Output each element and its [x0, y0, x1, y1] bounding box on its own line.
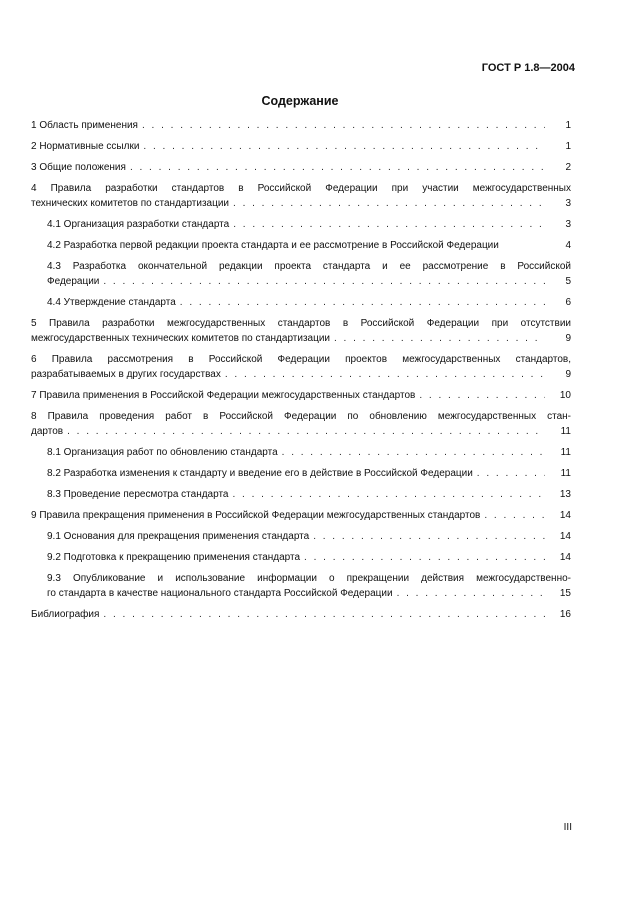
toc-entry[interactable] — [31, 160, 571, 175]
toc-leader-dots — [225, 367, 545, 382]
toc-entry[interactable] — [31, 217, 571, 232]
toc-entry-text: разрабатываемых в других государствах — [31, 369, 221, 380]
toc-entry-page: 13 — [559, 489, 571, 500]
toc-entry[interactable] — [31, 508, 571, 523]
toc-entry[interactable] — [31, 316, 571, 346]
toc-entry-page: 3 — [565, 219, 571, 230]
toc-entry-text: 4.1 Организация разработки стандарта — [47, 219, 230, 230]
toc-entry-text: 8.3 Проведение пересмотра стандарта — [47, 489, 229, 500]
toc-entry[interactable] — [31, 259, 571, 289]
toc-entry[interactable] — [31, 529, 571, 544]
toc-entry-text: 1 Область применения — [31, 120, 138, 131]
toc-entry[interactable] — [31, 238, 571, 253]
toc-entry-page: 10 — [559, 390, 571, 401]
toc-entry-text-line1: 6 Правила рассмотрения в Российской Федерации проектов межгосударственных стандартов, — [31, 354, 571, 365]
toc-leader-dots — [180, 295, 545, 310]
toc-entry-text: дартов — [31, 426, 64, 437]
toc-entry-page: 16 — [559, 609, 571, 620]
toc-entry[interactable] — [31, 550, 571, 565]
toc-entry-text-line1: 5 Правила разработки межгосударственных стандартов в Российской Федерации при отсутствии — [31, 318, 571, 329]
toc-entry-page: 14 — [559, 552, 571, 563]
toc-leader-dots — [67, 424, 545, 439]
toc-entry[interactable] — [31, 607, 571, 622]
toc-entry-text-line1: 9.3 Опубликование и использование информации о прекращении действия межгосударственно- — [47, 573, 571, 584]
toc-entry[interactable] — [31, 118, 571, 133]
toc-entry[interactable] — [31, 295, 571, 310]
toc-leader-dots — [103, 607, 545, 622]
toc-entry-text: Федерации — [47, 276, 100, 287]
toc-entry-text: Библиография — [31, 609, 100, 620]
toc-leader-dots — [233, 487, 546, 502]
toc-leader-dots — [130, 160, 545, 175]
document-code: ГОСТ Р 1.8—2004 — [481, 62, 575, 74]
toc-entry-page: 4 — [565, 240, 571, 251]
page-title: Содержание — [261, 94, 339, 108]
toc-leader-dots — [282, 445, 545, 460]
toc-leader-dots — [313, 529, 545, 544]
toc-entry-text: 9 Правила прекращения применения в Российской Федерации межгосударственных стандартов — [31, 510, 481, 521]
toc-entry-page: 5 — [565, 276, 571, 287]
toc-entry[interactable] — [31, 445, 571, 460]
toc-leader-dots — [484, 508, 545, 523]
toc-leader-dots — [233, 196, 545, 211]
toc-entry-page: 14 — [559, 510, 571, 521]
toc-leader-dots — [103, 274, 545, 289]
toc-entry-text: межгосударственных технических комитетов по стандартизации — [31, 333, 330, 344]
toc-entry-page: 6 — [565, 297, 571, 308]
toc-leader-dots — [419, 388, 545, 403]
toc-entry-text: 9.2 Подготовка к прекращению применения стандарта — [47, 552, 301, 563]
toc-entry-page: 2 — [565, 162, 571, 173]
toc-entry-text-line1: 4 Правила разработки стандартов в Российской Федерации при участии межгосударственных — [31, 183, 571, 194]
toc-leader-dots — [142, 118, 545, 133]
toc-leader-dots — [334, 331, 545, 346]
toc-entry-text: 4.2 Разработка первой редакции проекта стандарта и ее рассмотрение в Российской Федерации — [47, 240, 499, 251]
toc-entry-text-line1: 8 Правила проведения работ в Российской Федерации по обновлению межгосударственных стан- — [31, 411, 571, 422]
toc-entry-text: 4.4 Утверждение стандарта — [47, 297, 176, 308]
toc-entry-page: 11 — [560, 447, 571, 458]
toc-entry-page: 14 — [559, 531, 571, 542]
toc-leader-dots — [233, 217, 545, 232]
toc-entry[interactable] — [31, 571, 571, 601]
toc-entry-text: технических комитетов по стандартизации — [31, 198, 230, 209]
toc-entry[interactable] — [31, 409, 571, 439]
toc-entry-page: 1 — [565, 141, 571, 152]
toc-entry-text: 9.1 Основания для прекращения применения стандарта — [47, 531, 310, 542]
toc-entry[interactable] — [31, 139, 571, 154]
toc-entry[interactable] — [31, 352, 571, 382]
toc-entry-page: 9 — [565, 333, 571, 344]
table-of-contents — [31, 118, 571, 628]
toc-entry[interactable] — [31, 466, 571, 481]
toc-entry-page: 3 — [565, 198, 571, 209]
toc-leader-dots — [397, 586, 545, 601]
toc-entry-page: 11 — [560, 426, 571, 437]
toc-leader-dots — [304, 550, 545, 565]
toc-entry-text: 2 Нормативные ссылки — [31, 141, 140, 152]
toc-entry-text: 8.1 Организация работ по обновлению стандарта — [47, 447, 278, 458]
toc-entry-page: 15 — [559, 588, 571, 599]
toc-entry[interactable] — [31, 181, 571, 211]
toc-entry[interactable] — [31, 388, 571, 403]
toc-entry-text: 7 Правила применения в Российской Федерации межгосударственных стандартов — [31, 390, 416, 401]
toc-entry-page: 9 — [565, 369, 571, 380]
toc-entry-text: 3 Общие положения — [31, 162, 126, 173]
toc-leader-dots — [477, 466, 545, 481]
toc-entry[interactable] — [31, 487, 571, 502]
toc-entry-page: 11 — [560, 468, 571, 479]
toc-entry-page: 1 — [565, 120, 571, 131]
page-number: III — [563, 822, 572, 833]
toc-entry-text-line1: 4.3 Разработка окончательной редакции проекта стандарта и ее рассмотрение в Российской — [47, 261, 571, 272]
toc-entry-text: го стандарта в качестве национального стандарта Российской Федерации — [47, 588, 393, 599]
toc-leader-dots — [143, 139, 545, 154]
toc-entry-text: 8.2 Разработка изменения к стандарту и введение его в действие в Российской Федерации — [47, 468, 473, 479]
